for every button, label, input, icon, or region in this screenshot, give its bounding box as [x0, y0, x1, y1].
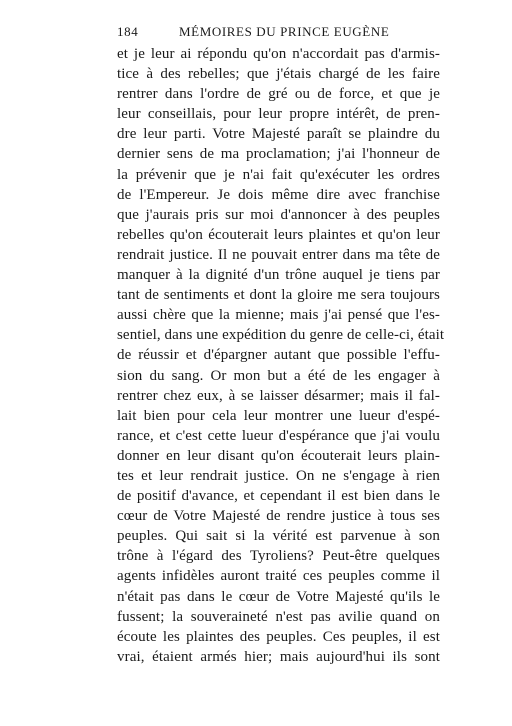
text-line: tant de sentiments et dont la gloire me sera toujours — [117, 287, 440, 304]
page-number: 184 — [117, 24, 139, 39]
text-line: rance, et c'est cette lueur d'espérance que j'ai voulu — [117, 427, 440, 444]
text-line: manquer à la dignité d'un trône auquel je tiens par — [117, 267, 440, 284]
text-line: dre leur parti. Votre Majesté paraît se plaindre du — [117, 126, 440, 143]
text-line: rentrer dans l'ordre de gré ou de force, et que je — [117, 86, 440, 103]
text-line: agents infidèles auront traité ces peuples comme il — [117, 568, 440, 585]
text-line: tice à des rebelles; que j'étais chargé de les faire — [117, 66, 440, 83]
text-line: n'était pas dans le cœur de Votre Majesté qu'ils le — [117, 588, 440, 605]
text-line: sentiel, dans une expédition du genre de celle-ci, était — [117, 327, 445, 344]
text-line: dernier sens de ma proclamation; j'ai l'honneur de — [117, 146, 440, 163]
text-line: peuples. Qui sait si la vérité est parvenue à son — [117, 528, 440, 545]
text-line: trône à l'égard des Tyroliens? Peut-être quelques — [117, 548, 440, 565]
text-line: tes et leur rendrait justice. On ne s'engage à rien — [117, 467, 440, 484]
text-line: vrai, étaient armés hier; mais aujourd'hui ils sont — [117, 648, 440, 665]
text-line: lait bien pour cela leur montrer une lueur d'espé- — [117, 407, 440, 424]
text-line: donner en leur disant qu'on écouterait leurs plain- — [117, 447, 440, 464]
text-line: de réussir et d'épargner autant que possible l'effu- — [117, 347, 440, 364]
text-line: de positif d'avance, et cependant il est bien dans le — [117, 488, 440, 505]
text-line: cœur de Votre Majesté de rendre justice à tous ses — [117, 508, 440, 525]
text-line: fussent; la souveraineté n'est pas avilie quand on — [117, 608, 440, 625]
text-line: la prévenir que je n'ai fait qu'exécuter les ordres — [117, 166, 440, 183]
text-line: aussi chère que la mienne; mais j'ai pensé que l'es- — [117, 307, 440, 324]
text-line: que j'aurais pris sur moi d'annoncer à des peuples — [117, 206, 440, 223]
text-line: écoute les plaintes des peuples. Ces peuples, il est — [117, 628, 440, 645]
body-text — [117, 44, 445, 667]
running-title: MÉMOIRES DU PRINCE EUGÈNE — [179, 24, 390, 39]
text-line: leur conseillais, pour leur propre intérêt, de pren- — [117, 106, 440, 123]
text-line: et je leur ai répondu qu'on n'accordait pas d'armis- — [117, 46, 440, 62]
text-line: rentrer chez eux, à se laisser désarmer; mais il fal- — [117, 387, 440, 404]
running-head — [117, 24, 440, 42]
text-line: de l'Empereur. Je dois même dire avec franchise — [117, 186, 440, 203]
text-line: sion du sang. Or mon but a été de les engager à — [117, 367, 440, 384]
text-line: rendrait justice. Il ne pouvait entrer dans ma tête de — [117, 246, 440, 263]
text-line: rebelles qu'on écouterait leurs plaintes et qu'on leur — [117, 226, 440, 243]
